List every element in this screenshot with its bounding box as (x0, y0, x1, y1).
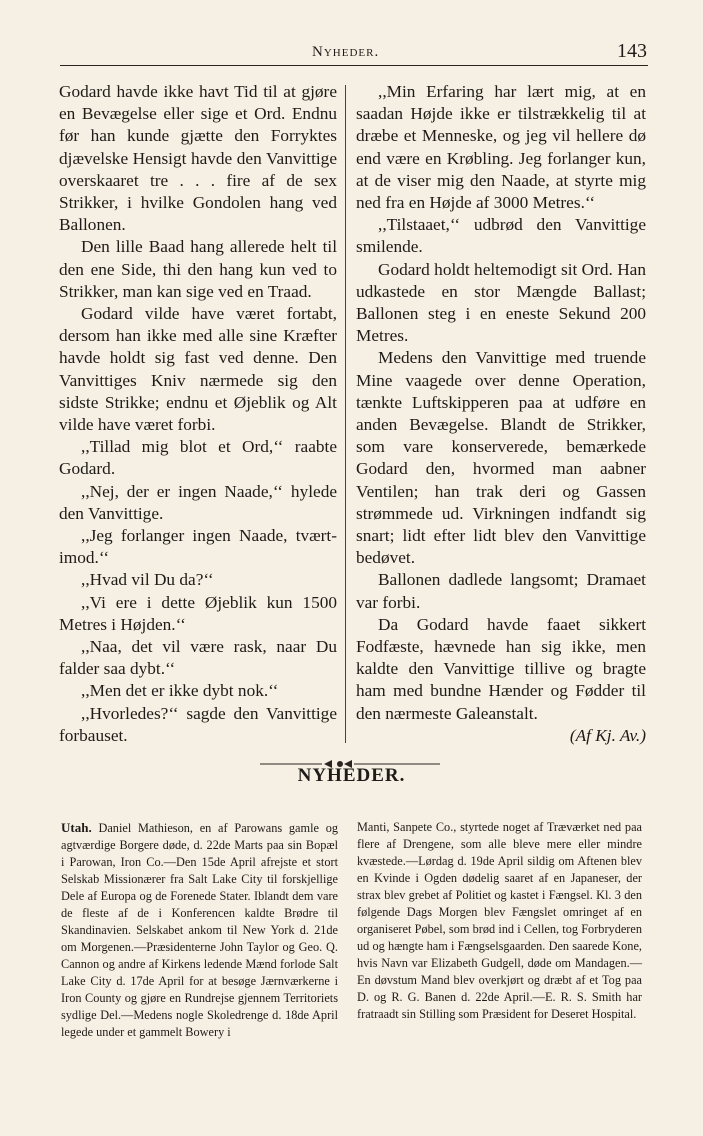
right-column (356, 81, 646, 747)
attribution: (Af Kj. Av.) (569, 725, 646, 745)
paragraph: Godard vilde have været fortabt, dersom han ikke med alle sine Kræfter havde holdt sig fast ved denne. Den Vanvittiges Kniv nærmede sig den sidste Strikke; endnu et Øjeblik og Alt vilde have været forbi. (59, 304, 337, 435)
paragraph: Da Godard havde faaet sikkert Fodfæste, hævnede han sig ikke, men kaldte den Vanvittige tillive og bragte ham med bundne Hænder og Fødder til den nærmeste Galeanstalt. (356, 614, 646, 723)
running-title: Nyheder. (312, 44, 380, 60)
paragraph: ,,Men det er ikke dybt nok.‘‘ (81, 681, 279, 701)
paragraph: ,,Vi ere i dette Øjeblik kun 1500 Metres i Højden.‘‘ (59, 592, 337, 634)
page-header (0, 40, 703, 68)
news-text: Manti, Sanpete Co., styrtede noget af Træværket ned paa flere af Drengene, som alle bleve mere eller mindre kvæstede.—Lørdag d. 19de April sildig om Aftenen blev en Kvinde i Ogden dødelig saaret af en Japaneser, der strax blev grebet af Politiet og kastet i Fængsel. Kl. 3 den følgende Dags Morgen blev Fængslet omringet af en organiseret Pøbel, som brød ind i Cellen, tog Forbryderen ud og hængte ham i Fængselsgaarden. Den saarede Kone, hvis Navn var Elizabeth Gudgell, døde om Mandagen.—En døvstum Mand blev overkjørt og dræbt af et Tog paa D. og R. G. Banen d. 22de April.—E. R. S. Smith har fratraadt sin Stilling som Præsident for Deseret Hospital. (357, 820, 642, 1021)
paragraph: ,,Hvad vil Du da?‘‘ (81, 570, 214, 590)
paragraph: ,,Nej, der er ingen Naade,‘‘ hylede den Vanvittige. (59, 481, 337, 523)
paragraph: ,,Tillad mig blot et Ord,‘‘ raabte Godard. (59, 437, 337, 479)
paragraph: Godard holdt heltemodigt sit Ord. Han udkastede en stor Mængde Ballast; Ballonen steg i en eneste Sekund 200 Metres. (356, 259, 646, 346)
column-divider (345, 85, 346, 743)
news-lead: Utah. (61, 820, 92, 835)
paragraph: Medens den Vanvittige med truende Mine vaagede over denne Operation, tænkte Luftskipperen paa at udføre en anden Bevægelse. Blandt de Strikker, som vare konserverede, bemærkede Godard den, hvormed man aabner Ventilen; han trak deri og Gassen strømmede ud. Virkningen indfandt sig snart; lidt efter lidt blev den Vanvittige bedøvet. (356, 348, 646, 568)
news-column-left (61, 819, 338, 1041)
section-title: NYHEDER. (297, 765, 406, 786)
paragraph: ,,Jeg forlanger ingen Naade, tvært-imod.‘‘ (59, 526, 337, 568)
page-number: 143 (617, 40, 647, 62)
news-column-right (357, 819, 642, 1023)
paragraph: ,,Min Erfaring har lært mig, at en saadan Højde ikke er tilstrækkelig til at dræbe et Menneske, og jeg vil hellere dø end være en Krøbling. Jeg forlanger kun, at de viser mig den Naade, at styrte mig ned fra en Højde af 3000 Metres.‘‘ (356, 82, 646, 213)
news-text: Daniel Mathieson, en af Parowans gamle og agtværdige Borgere døde, d. 22de Marts paa sin Bopæl i Parowan, Iron Co.—Den 15de April afrejste et stort Selskab Missionærer fra Salt Lake City til forskjellige Dele af Europa og de Forenede Stater. Iblandt dem vare de fleste af de i Konferencen kaldte Brødre til Skandinavien. Selskabet ankom til New York d. 21de om Morgenen.—Præsidenterne John Taylor og Geo. Q. Cannon og andre af Kirkens ledende Mænd forlode Salt Lake City d. 17de April for at besøge Jærnværkerne i Iron County og gjøre en Rundrejse gjennem Territoriets sydlige Del.—Medens nogle Skoledrenge d. 18de April legede under et gammelt Bowery i (61, 821, 338, 1039)
paragraph: Den lille Baad hang allerede helt til den ene Side, thi den hang kun ved to Strikker, man kan sige ved en Traad. (59, 237, 337, 301)
paragraph: ,,Tilstaaet,‘‘ udbrød den Vanvittige smilende. (356, 215, 646, 257)
paragraph: Godard havde ikke havt Tid til at gjøre en Bevægelse eller sige et Ord. Endnu før han kunde gjætte den Forryktes djævelske Hensigt havde den Vanvittige overskaaret tre . . . fire af de sex Strikker, i hvilke Gondolen hang ved Ballonen. (59, 82, 337, 235)
paragraph: ,,Naa, det vil være rask, naar Du falder saa dybt.‘‘ (59, 637, 337, 679)
paragraph: ,,Hvorledes?‘‘ sagde den Vanvittige forbauset. (59, 703, 337, 745)
left-column (59, 81, 337, 747)
paragraph: Ballonen dadlede langsomt; Dramaet var forbi. (356, 570, 646, 612)
header-rule (60, 65, 648, 66)
